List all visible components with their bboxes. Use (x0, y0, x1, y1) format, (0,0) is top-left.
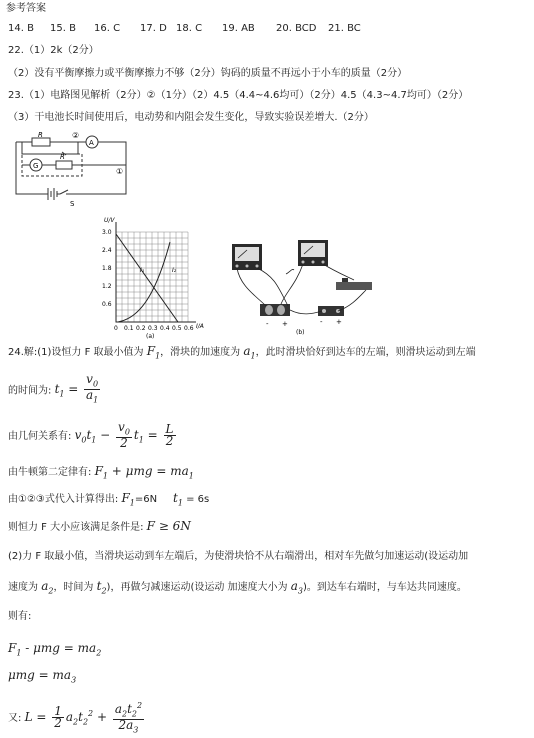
symbol-a3: $a_3$ (290, 579, 303, 596)
graph-ytick: 3.0 (102, 229, 112, 236)
answer-15: 15. B (50, 23, 76, 34)
answer-16: 16. C (94, 23, 121, 34)
apparatus-photo (226, 226, 376, 336)
q24-p8d-text: )。到达车右端时，与车达共同速度。 (302, 582, 467, 593)
graph-ytick: 1.2 (102, 283, 112, 290)
q24-p1 (8, 344, 476, 363)
answer-19: 19. AB (222, 23, 255, 34)
graph-xtick: 0.4 (160, 325, 170, 332)
graph-ytick: 1.8 (102, 265, 112, 272)
q23-line1: 23.（1）电路图见解析（2分）②（1分）（2）4.5（4.4~4.6均可）（2分）4.5（4.3~4.7均可）（2分） (8, 90, 469, 101)
q24-p6 (8, 519, 191, 535)
circuit-label-2: ② (72, 132, 80, 140)
circuit-label-g: G (33, 162, 39, 170)
answer-20: 20. BCD (276, 23, 317, 34)
formula-t1: $t_1$ = $\frac{v_0}{a_1}$ (54, 372, 99, 405)
formula-geometry: $v_0t_1$ − $\frac{v_0}{2}$ $t_1$ = $\frac{L}{2}$ (74, 419, 174, 451)
circuit-label-1: ① (116, 167, 124, 176)
formula-friction: $\mu mg = ma_3$ (8, 668, 77, 685)
q24-p5-text: 由①②③式代入计算得出: (8, 494, 119, 505)
q24-p5-result-t: = 6s (186, 494, 210, 505)
apparatus-pole: - (266, 320, 269, 328)
formula-f1-minus-friction: $F_1 - \mu mg = ma_2$ (8, 641, 102, 658)
symbol-a1: $a_1$ (243, 344, 256, 361)
ammeter-icon (298, 240, 328, 266)
circuit-label-s: S (70, 200, 75, 208)
graph-curve-label-1: I₁ (140, 267, 145, 274)
answer-14: 14. B (8, 23, 34, 34)
circuit-label-r2: R (60, 153, 65, 161)
q24-p1c-text: ，此时滑块恰好到达车的左端，则滑块运动到左端 (255, 347, 476, 358)
apparatus-pole: - (320, 318, 323, 326)
q24-p3 (8, 420, 178, 455)
ui-graph (100, 214, 218, 340)
q24-p7: (2)力 F 取最小值，当滑块运动到车左端后，为使滑块恰不从右端滑出，相对车先做匀加速运动(设运动加 (8, 551, 469, 562)
q24-p8c-text: )，再做匀减速运动(设运动 加速度大小为 (106, 582, 288, 593)
q24-p2 (8, 374, 102, 410)
q24-p2-text: 的时间为: (8, 385, 52, 397)
formula-length: L = $\frac{1}{2}$ $a_2t_2^2$ + $\frac{a_2t_2^2}{2a_3}$ (24, 700, 143, 735)
q24-p5-result-F: =6N (134, 494, 158, 505)
answer-17: 17. D (140, 23, 167, 34)
answer-21: 21. BC (328, 23, 361, 34)
voltmeter-icon (232, 244, 262, 270)
symbol-F1: $F_1$ (121, 491, 135, 508)
graph-xlabel: I/A (196, 323, 204, 330)
graph-xtick: 0.2 (136, 325, 146, 332)
graph-xtick: 0 (114, 325, 118, 332)
symbol-a2: $a_2$ (41, 579, 54, 596)
formula-condition: F ≥ 6N (146, 519, 191, 533)
q24-p4-text: 由牛顿第二定律有: (8, 467, 92, 478)
graph-xtick: 0.3 (148, 325, 158, 332)
graph-curve-label-2: I₂ (172, 267, 177, 274)
graph-xtick: 0.5 (172, 325, 182, 332)
graph-ylabel: U/V (104, 217, 115, 224)
apparatus-pole: + (282, 320, 288, 328)
q24-p5 (8, 491, 209, 510)
q24-p8 (8, 579, 467, 598)
symbol-t1: $t_1$ (173, 491, 183, 508)
formula-newton: $F_1 + \mu mg = ma_1$ (94, 464, 194, 481)
graph-xtick: 0.1 (124, 325, 134, 332)
q24-p12 (8, 698, 146, 738)
heading: 参考答案 (6, 3, 46, 14)
circuit-label-r1: R (38, 132, 43, 139)
q24-p3-text: 由几何关系有: (8, 431, 72, 442)
apparatus-pole: + (336, 318, 342, 326)
q24-p4 (8, 464, 194, 483)
q24-p8b-text: ，时间为 (53, 582, 94, 593)
q22-line2: （2）没有平衡摩擦力或平衡摩擦力不够（2分）钩码的质量不再远小于小车的质量（2分） (8, 68, 408, 79)
symbol-F1: $F_1$ (146, 344, 161, 361)
graph-ytick: 2.4 (102, 247, 112, 254)
q24-p8a-text: 速度为 (8, 582, 38, 593)
apparatus-caption: (b) (296, 329, 305, 336)
q24-p9: 则有: (8, 611, 32, 622)
battery-icon (260, 304, 290, 316)
graph-ytick: 0.6 (102, 301, 112, 308)
graph-caption: (a) (146, 333, 155, 340)
q24-p6-text: 则恒力 F 大小应该满足条件是: (8, 522, 144, 533)
circuit-diagram (8, 132, 138, 210)
symbol-t2: $t_2$ (96, 579, 107, 596)
q24-p1-text: 24.解:(1)设恒力 F 取最小值为 (8, 347, 144, 358)
q24-p1b-text: ，滑块的加速度为 (160, 347, 241, 358)
q23-line2: （3）干电池长时间使用后，电动势和内阻会发生变化，导致实验误差增大.（2分） (8, 112, 374, 123)
answer-18: 18. C (176, 23, 203, 34)
q22-line1: 22.（1）2k（2分） (8, 45, 99, 56)
q24-p12-text: 又: (8, 713, 22, 724)
graph-xtick: 0.6 (184, 325, 194, 332)
circuit-label-a: A (89, 139, 94, 147)
